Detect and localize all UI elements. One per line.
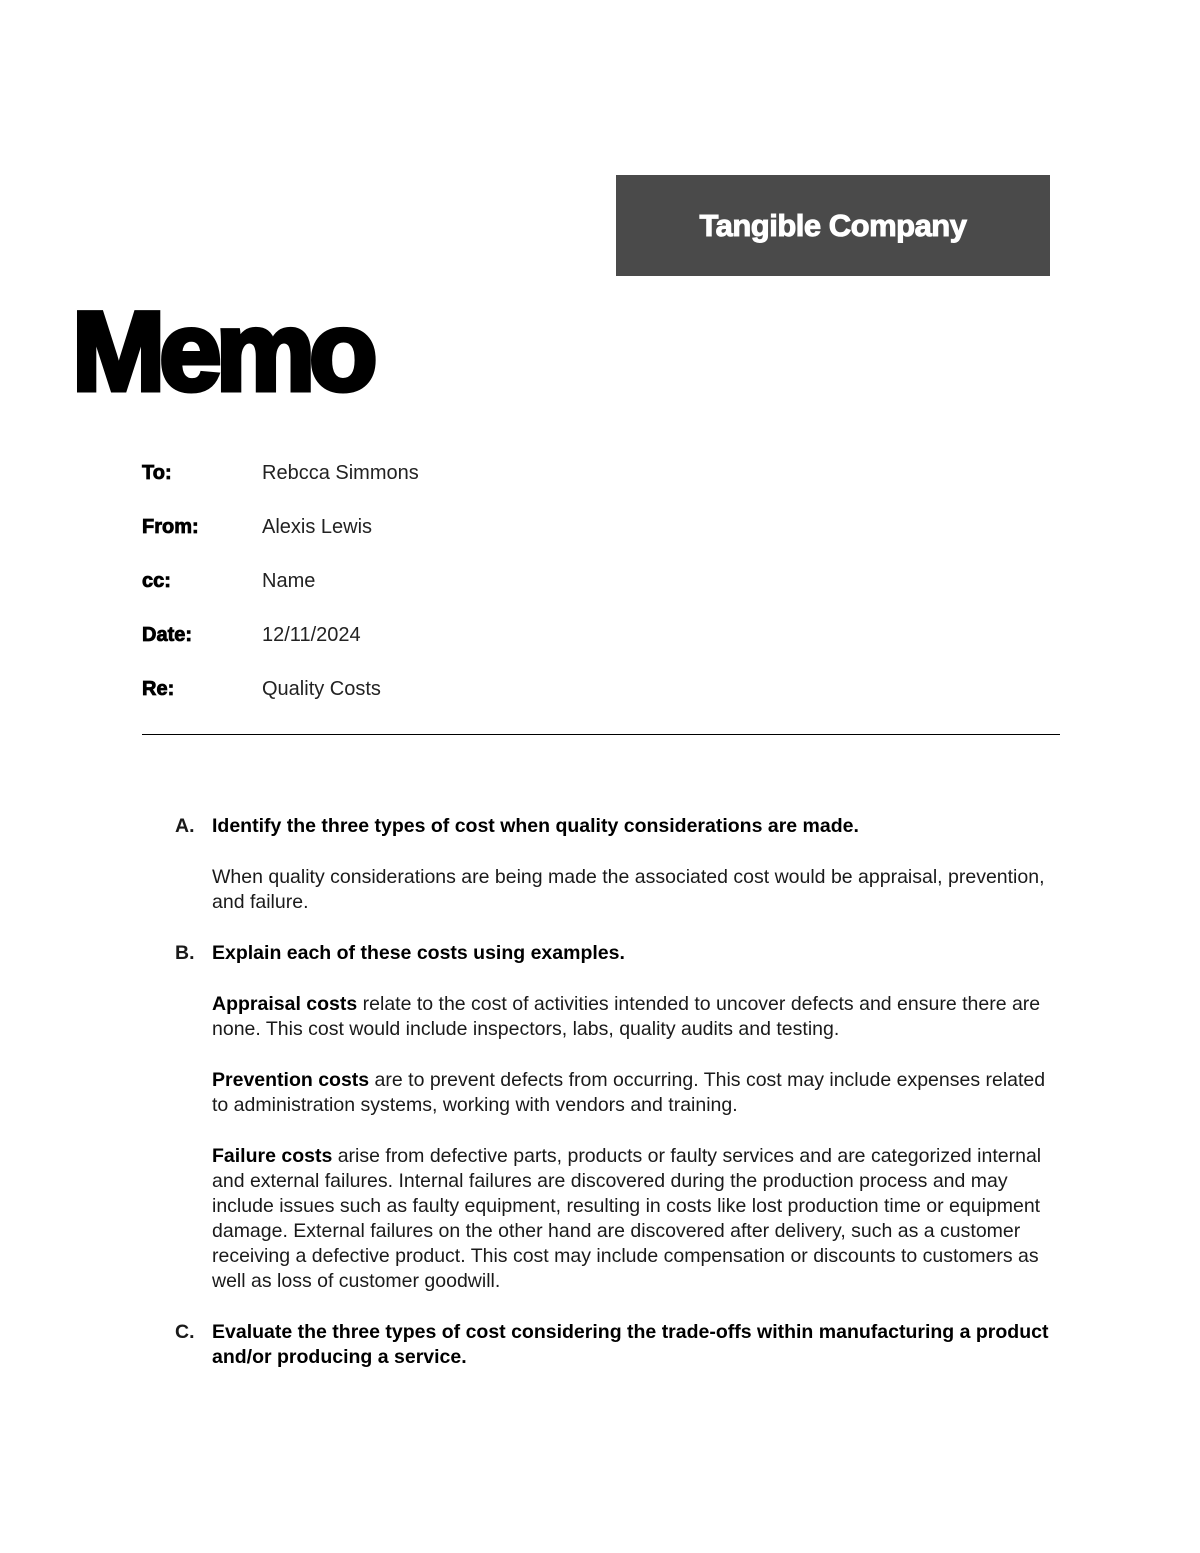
- item-paragraph: [212, 1068, 1060, 1118]
- paragraph-text: When quality considerations are being made the associated cost would be appraisal, prevention, and failure.: [212, 866, 1045, 913]
- company-banner: [616, 175, 1050, 276]
- field-value-date: 12/11/2024: [262, 624, 361, 646]
- list-item-b: [175, 941, 1060, 1294]
- item-paragraph: [212, 865, 1060, 915]
- field-value-to: Rebcca Simmons: [262, 462, 419, 484]
- field-value-from: Alexis Lewis: [262, 516, 373, 538]
- field-row-to: [142, 462, 1060, 516]
- item-letter: B.: [175, 942, 195, 964]
- item-paragraph: [212, 992, 1060, 1042]
- paragraph-text: relate to the cost of activities intended to uncover defects and ensure there are none. This cost would include inspectors, labs, quality audits and testing.: [212, 993, 1041, 1040]
- field-value-re: Quality Costs: [262, 678, 381, 700]
- item-heading: Identify the three types of cost when quality considerations are made.: [212, 815, 859, 837]
- paragraph-text: arise from defective parts, products or faulty services and are categorized internal and external failures. Internal failures are discovered during the production process and may include issues such as faulty equipment, resulting in costs like lost production time or equipment damage. External failures on the other hand are discovered after delivery, such as a customer receiving a defective product. This cost may include compensation or discounts to customers as well as loss of customer goodwill.: [212, 1145, 1042, 1292]
- field-label-date: Date:: [142, 624, 193, 646]
- field-label-from: From:: [142, 516, 199, 538]
- field-row-re: [142, 678, 1060, 732]
- item-letter: A.: [175, 815, 195, 837]
- paragraph-lead: Failure costs: [212, 1145, 333, 1167]
- memo-header-fields: [142, 462, 1060, 732]
- list-item-c: [175, 1320, 1060, 1370]
- paragraph-lead: Appraisal costs: [212, 993, 358, 1015]
- field-row-date: [142, 624, 1060, 678]
- paragraph-text: are to prevent defects from occurring. This cost may include expenses related to administration systems, working with vendors and training.: [212, 1069, 1046, 1116]
- field-value-cc: Name: [262, 570, 316, 592]
- item-paragraph: [212, 1144, 1060, 1294]
- field-label-to: To:: [142, 462, 172, 484]
- field-label-re: Re:: [142, 678, 175, 700]
- memo-body: [175, 814, 1060, 1396]
- company-name: Tangible Company: [699, 207, 967, 243]
- item-heading: Explain each of these costs using examples.: [212, 942, 625, 964]
- header-divider: [142, 734, 1060, 735]
- field-row-from: [142, 516, 1060, 570]
- paragraph-lead: Prevention costs: [212, 1069, 370, 1091]
- field-label-cc: cc:: [142, 570, 171, 592]
- field-row-cc: [142, 570, 1060, 624]
- list-item-a: [175, 814, 1060, 915]
- memo-title: Memo: [72, 289, 372, 414]
- item-letter: C.: [175, 1321, 195, 1343]
- item-heading: Evaluate the three types of cost considering the trade-offs within manufacturing a product and/or producing a service.: [212, 1321, 1049, 1368]
